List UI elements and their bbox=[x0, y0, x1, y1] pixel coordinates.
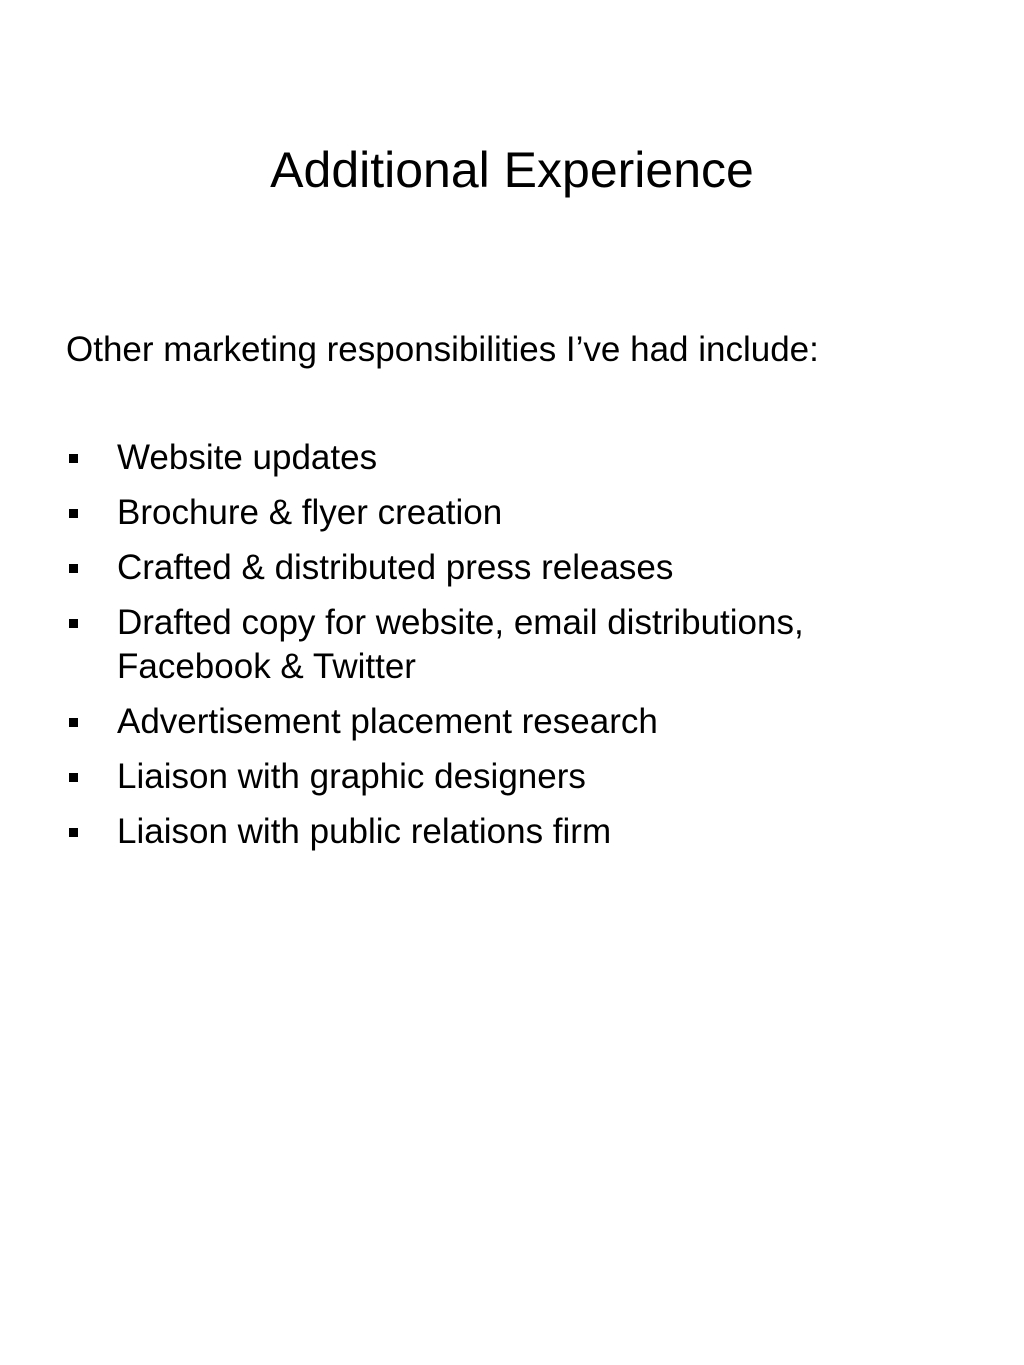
bullet-item bbox=[66, 755, 966, 799]
square-bullet-icon bbox=[69, 509, 78, 518]
bullet-item bbox=[66, 546, 966, 590]
bullet-item bbox=[66, 436, 966, 480]
bullet-item bbox=[66, 601, 966, 689]
square-bullet-icon bbox=[69, 828, 78, 837]
square-bullet-icon bbox=[69, 564, 78, 573]
bullet-text: Advertisement placement research bbox=[117, 702, 658, 741]
bullet-text: Liaison with public relations firm bbox=[117, 812, 612, 851]
slide-title: Additional Experience bbox=[270, 142, 754, 198]
bullet-item bbox=[66, 491, 966, 535]
bullet-text: Website updates bbox=[117, 438, 378, 477]
bullet-text: Crafted & distributed press releases bbox=[117, 548, 674, 587]
square-bullet-icon bbox=[69, 718, 78, 727]
intro-text: Other marketing responsibilities I’ve had include: bbox=[66, 330, 819, 369]
bullet-item bbox=[66, 810, 966, 854]
bullet-list bbox=[66, 436, 966, 865]
bullet-text: Liaison with graphic designers bbox=[117, 757, 586, 796]
bullet-item bbox=[66, 700, 966, 744]
square-bullet-icon bbox=[69, 773, 78, 782]
bullet-text: Drafted copy for website, email distributions, Facebook & Twitter bbox=[117, 603, 804, 686]
bullet-text: Brochure & flyer creation bbox=[117, 493, 503, 532]
square-bullet-icon bbox=[69, 454, 78, 463]
square-bullet-icon bbox=[69, 619, 78, 628]
